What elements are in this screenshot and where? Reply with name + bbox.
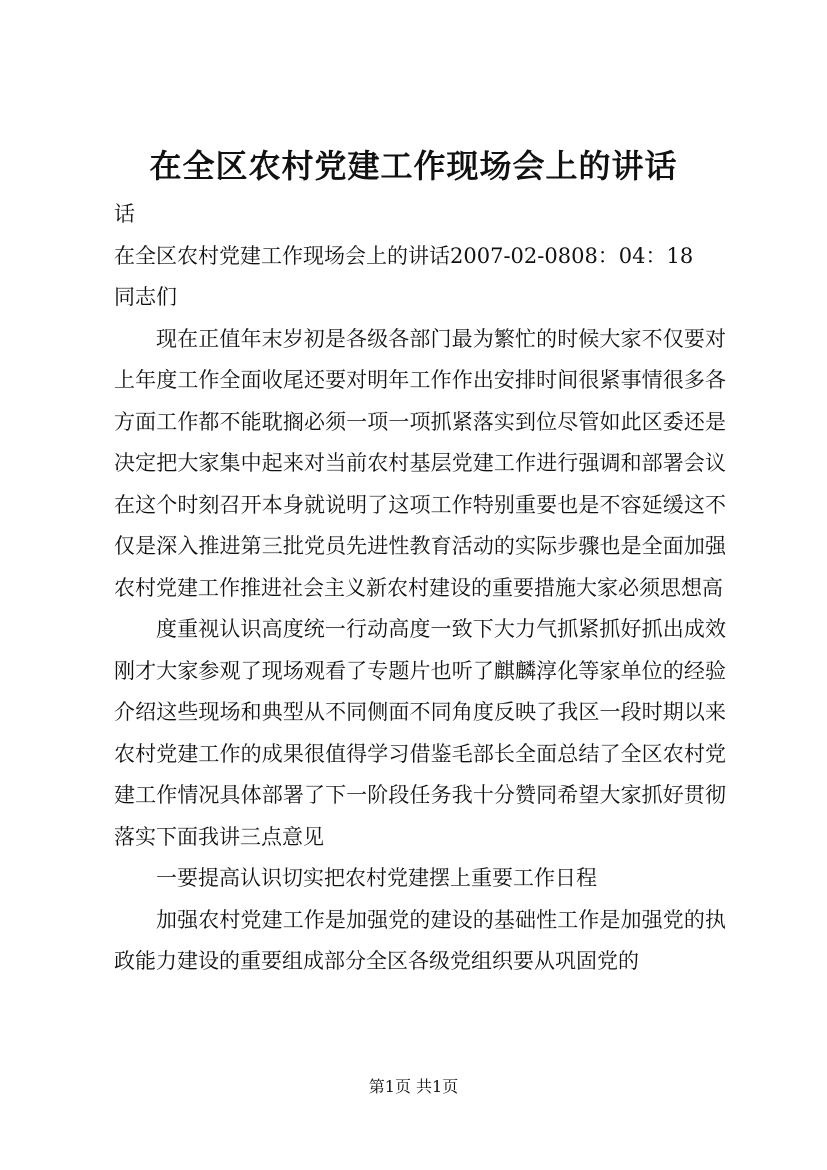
paragraph-1: 现在正值年末岁初是各级各部门最为繁忙的时候大家不仅要对上年度工作全面收尾还要对明年工作作出安排时间很紧事情很多各方面工作都不能耽搁必须一项一项抓紧落实到位尽管如此区委还是决定把大家集中起来对当前农村基层党建工作进行强调和部署会议在这个时刻召开本身就说明了这项工作特别重要也是不容延缓这不仅是深入推进第三批党员先进性教育活动的实际步骤也是全面加强农村党建工作推进社会主义新农村建设的重要措施大家必须思想高 (114, 326, 726, 600)
paragraph-3: 加强农村党建工作是加强党的建设的基础性工作是加强党的执政能力建设的重要组成部分全区各级党组织要从巩固党的 (114, 907, 726, 973)
paragraph-2: 度重视认识高度统一行动高度一致下大力气抓紧抓好抓出成效刚才大家参观了现场观看了专题片也听了麒麟淳化等家单位的经验介绍这些现场和典型从不同侧面不同角度反映了我区一段时期以来农村党建工作的成果很值得学习借鉴毛部长全面总结了全区农村党建工作情况具体部署了下一阶段任务我十分赞同希望大家抓好贯彻落实下面我讲三点意见 (114, 617, 726, 849)
dateline: 在全区农村党建工作现场会上的讲话2007-02-0808：04：18 (114, 243, 694, 268)
section-heading: 一要提高认识切实把农村党建摆上重要工作日程 (156, 866, 597, 890)
subtitle-fragment: 话 (114, 202, 135, 226)
document-body (114, 194, 726, 983)
document-title: 在全区农村党建工作现场会上的讲话 (149, 147, 678, 185)
page-footer: 第1页 共1页 (368, 1077, 459, 1096)
salutation: 同志们 (114, 285, 177, 309)
